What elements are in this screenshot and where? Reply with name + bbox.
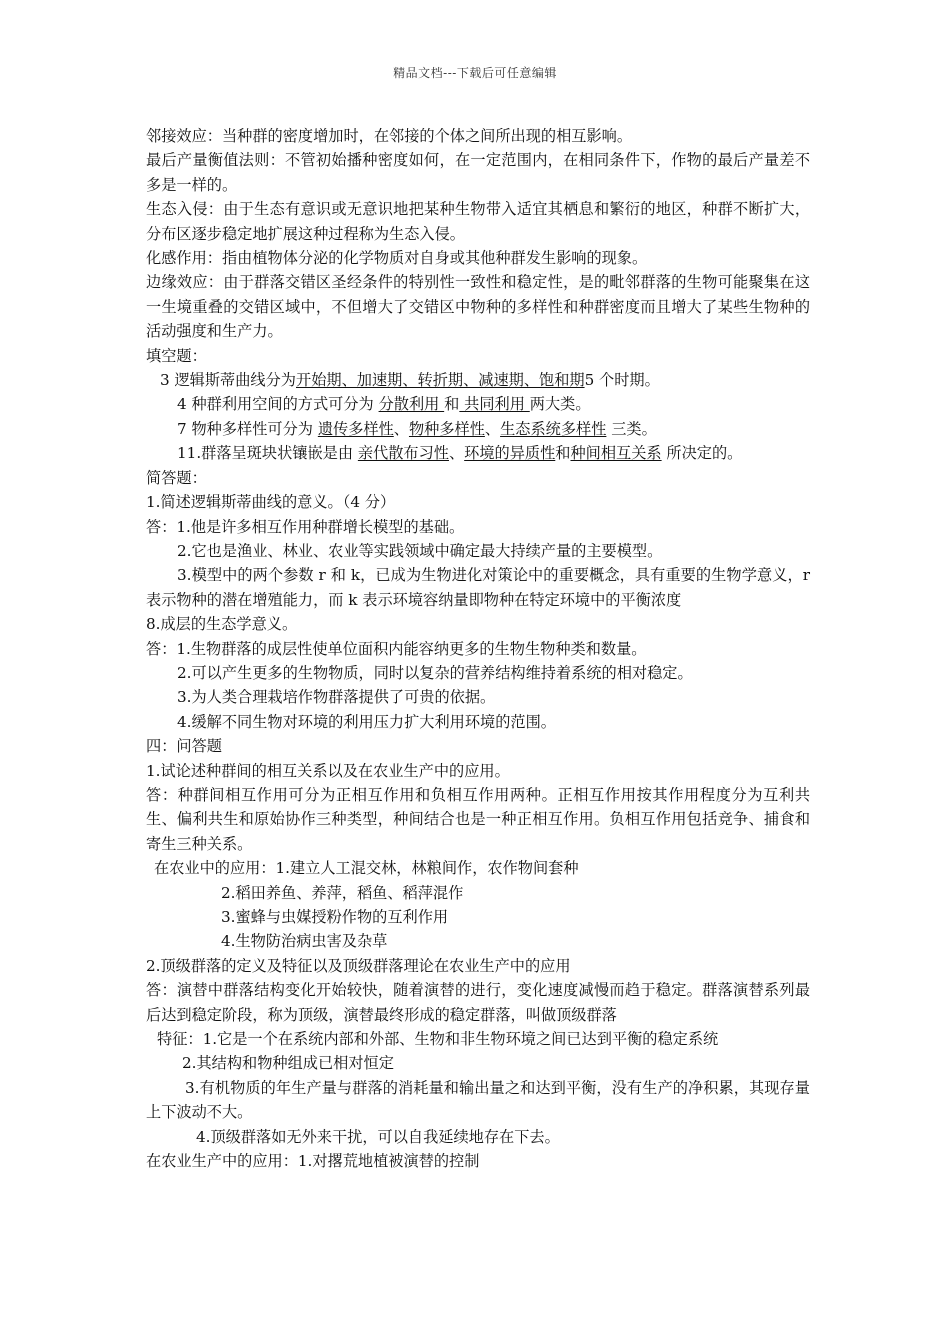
answer-line: 2.可以产生更多的生物物质，同时以复杂的营养结构维持着系统的相对稳定。 <box>177 663 693 682</box>
answer-underlined: 分散利用 <box>378 395 445 414</box>
answer-paragraph: 答：演替中群落结构变化开始较快，随着演替的进行，变化速度减慢而趋于稳定。群落演替系列最后达到稳定阶段，称为顶级，演替最终形成的稳定群落，叫做顶级群落 <box>146 981 810 1024</box>
definition-ecological-invasion: 生态入侵：由于生态有意识或无意识地把某种生物带入适宜其栖息和繁衍的地区，种群不断扩大，分布区逐步稳定地扩展这种过程称为生态入侵。 <box>146 200 810 243</box>
text-span: 和 <box>555 444 571 463</box>
text-span: 5 个时期。 <box>584 371 660 390</box>
text-span: 和 <box>444 395 460 414</box>
essay-question-1: 1.试论述种群间的相互关系以及在农业生产中的应用。 <box>146 761 510 780</box>
feature-line: 4.顶级群落如无外来干扰，可以自我延续地存在下去。 <box>196 1127 560 1146</box>
document-body <box>146 124 810 1173</box>
application-line: 3.蜜蜂与虫媒授粉作物的互利作用 <box>221 908 449 926</box>
application-line: 4.生物防治病虫害及杂草 <box>221 932 388 951</box>
fill-blank-item-7 <box>146 417 810 441</box>
answer-paragraph: 答：种群间相互作用可分为正相互作用和负相互作用两种。正相互作用按其作用程度分为互利共生、偏利共生和原始协作三种类型，种间结合也是一种正相互作用。负相互作用包括竞争、捕食和寄生三种关系。 <box>146 785 810 853</box>
text-span: 两大类。 <box>529 395 591 414</box>
question-8: 8.成层的生态学意义。 <box>146 615 298 634</box>
feature-line: 3.有机物质的年生产量与群落的消耗量和输出量之和达到平衡，没有生产的净积累，其现存量上下波动不大。 <box>146 1078 810 1122</box>
text-span: 、 <box>393 419 409 438</box>
text-span: 3 逻辑斯蒂曲线分为 <box>160 371 296 390</box>
text-span: 11.群落呈斑块状镶嵌是由 <box>177 444 358 463</box>
text-span: 、 <box>448 444 465 463</box>
answer-underlined: 遗传多样性 <box>317 419 394 438</box>
answer-underlined: 种间相互关系 <box>570 444 662 463</box>
section-heading-fill-blank: 填空题： <box>146 346 207 365</box>
definition-adjacency-effect: 邻接效应：当种群的密度增加时，在邻接的个体之间所出现的相互影响。 <box>146 127 632 145</box>
essay-question-2: 2.顶级群落的定义及特征以及顶级群落理论在农业生产中的应用 <box>146 956 571 975</box>
feature-line: 2.其结构和物种组成已相对恒定 <box>182 1054 394 1073</box>
fill-blank-item-4 <box>146 392 810 416</box>
answer-line: 答：1.生物群落的成层性使单位面积内能容纳更多的生物生物种类和数量。 <box>146 639 647 658</box>
definition-final-yield-law: 最后产量衡值法则：不管初始播种密度如何，在一定范围内，在相同条件下，作物的最后产量差不多是一样的。 <box>146 151 810 194</box>
answer-underlined: 生态系统多样性 <box>500 419 607 438</box>
answer-line: 4.缓解不同生物对环境的利用压力扩大利用环境的范围。 <box>177 712 556 731</box>
page-header: 精品文档---下载后可任意编辑 <box>393 66 557 80</box>
definition-allelopathy: 化感作用：指由植物体分泌的化学物质对自身或其他种群发生影响的现象。 <box>146 249 648 268</box>
feature-line: 特征：1.它是一个在系统内部和外部、生物和非生物环境之间已达到平衡的稳定系统 <box>157 1030 719 1049</box>
answer-line: 3.模型中的两个参数 r 和 k，已成为生物进化对策论中的重要概念，具有重要的生物学意义，r 表示物种的潜在增殖能力，而 k 表示环境容纳量即物种在特定环境中的平衡浓度 <box>146 566 810 609</box>
fill-blank-item-3 <box>146 368 810 392</box>
application-line: 在农业生产中的应用：1.对撂荒地植被演替的控制 <box>146 1152 480 1171</box>
answer-line: 2.它也是渔业、林业、农业等实践领域中确定最大持续产量的主要模型。 <box>177 541 663 560</box>
text-span: 4 种群利用空间的方式可分为 <box>177 395 379 414</box>
application-line: 在农业中的应用：1.建立人工混交林，林粮间作，农作物间套种 <box>154 859 579 878</box>
answer-underlined: 环境的异质性 <box>464 444 556 463</box>
answer-line: 答：1.他是许多相互作用种群增长模型的基础。 <box>146 517 465 536</box>
text-span: 三类。 <box>606 419 657 438</box>
answer-underlined: 亲代散布习性 <box>357 444 449 463</box>
answer-underlined: 共同利用 <box>459 395 530 414</box>
definition-edge-effect: 边缘效应：由于群落交错区圣经条件的特别性一致性和稳定性，是的毗邻群落的生物可能聚集在这一生境重叠的交错区域中，不但增大了交错区中物种的多样性和种群密度而且增大了某些生物种的活动强度和生产力。 <box>146 273 810 341</box>
text-span: 所决定的。 <box>661 444 743 463</box>
text-span: 7 物种多样性可分为 <box>177 419 318 438</box>
fill-blank-item-11 <box>146 441 810 465</box>
application-line: 2.稻田养鱼、养萍，稻鱼、稻萍混作 <box>221 883 464 902</box>
section-heading-short-answer: 简答题： <box>146 468 207 487</box>
answer-line: 3.为人类合理栽培作物群落提供了可贵的依据。 <box>177 688 496 707</box>
section-heading-essay: 四：问答题 <box>146 737 222 756</box>
question-1: 1.简述逻辑斯蒂曲线的意义。（4 分） <box>146 493 396 512</box>
text-span: 、 <box>484 419 501 438</box>
answer-underlined: 开始期、加速期、转折期、减速期、饱和期 <box>296 371 585 390</box>
answer-underlined: 物种多样性 <box>408 419 485 438</box>
